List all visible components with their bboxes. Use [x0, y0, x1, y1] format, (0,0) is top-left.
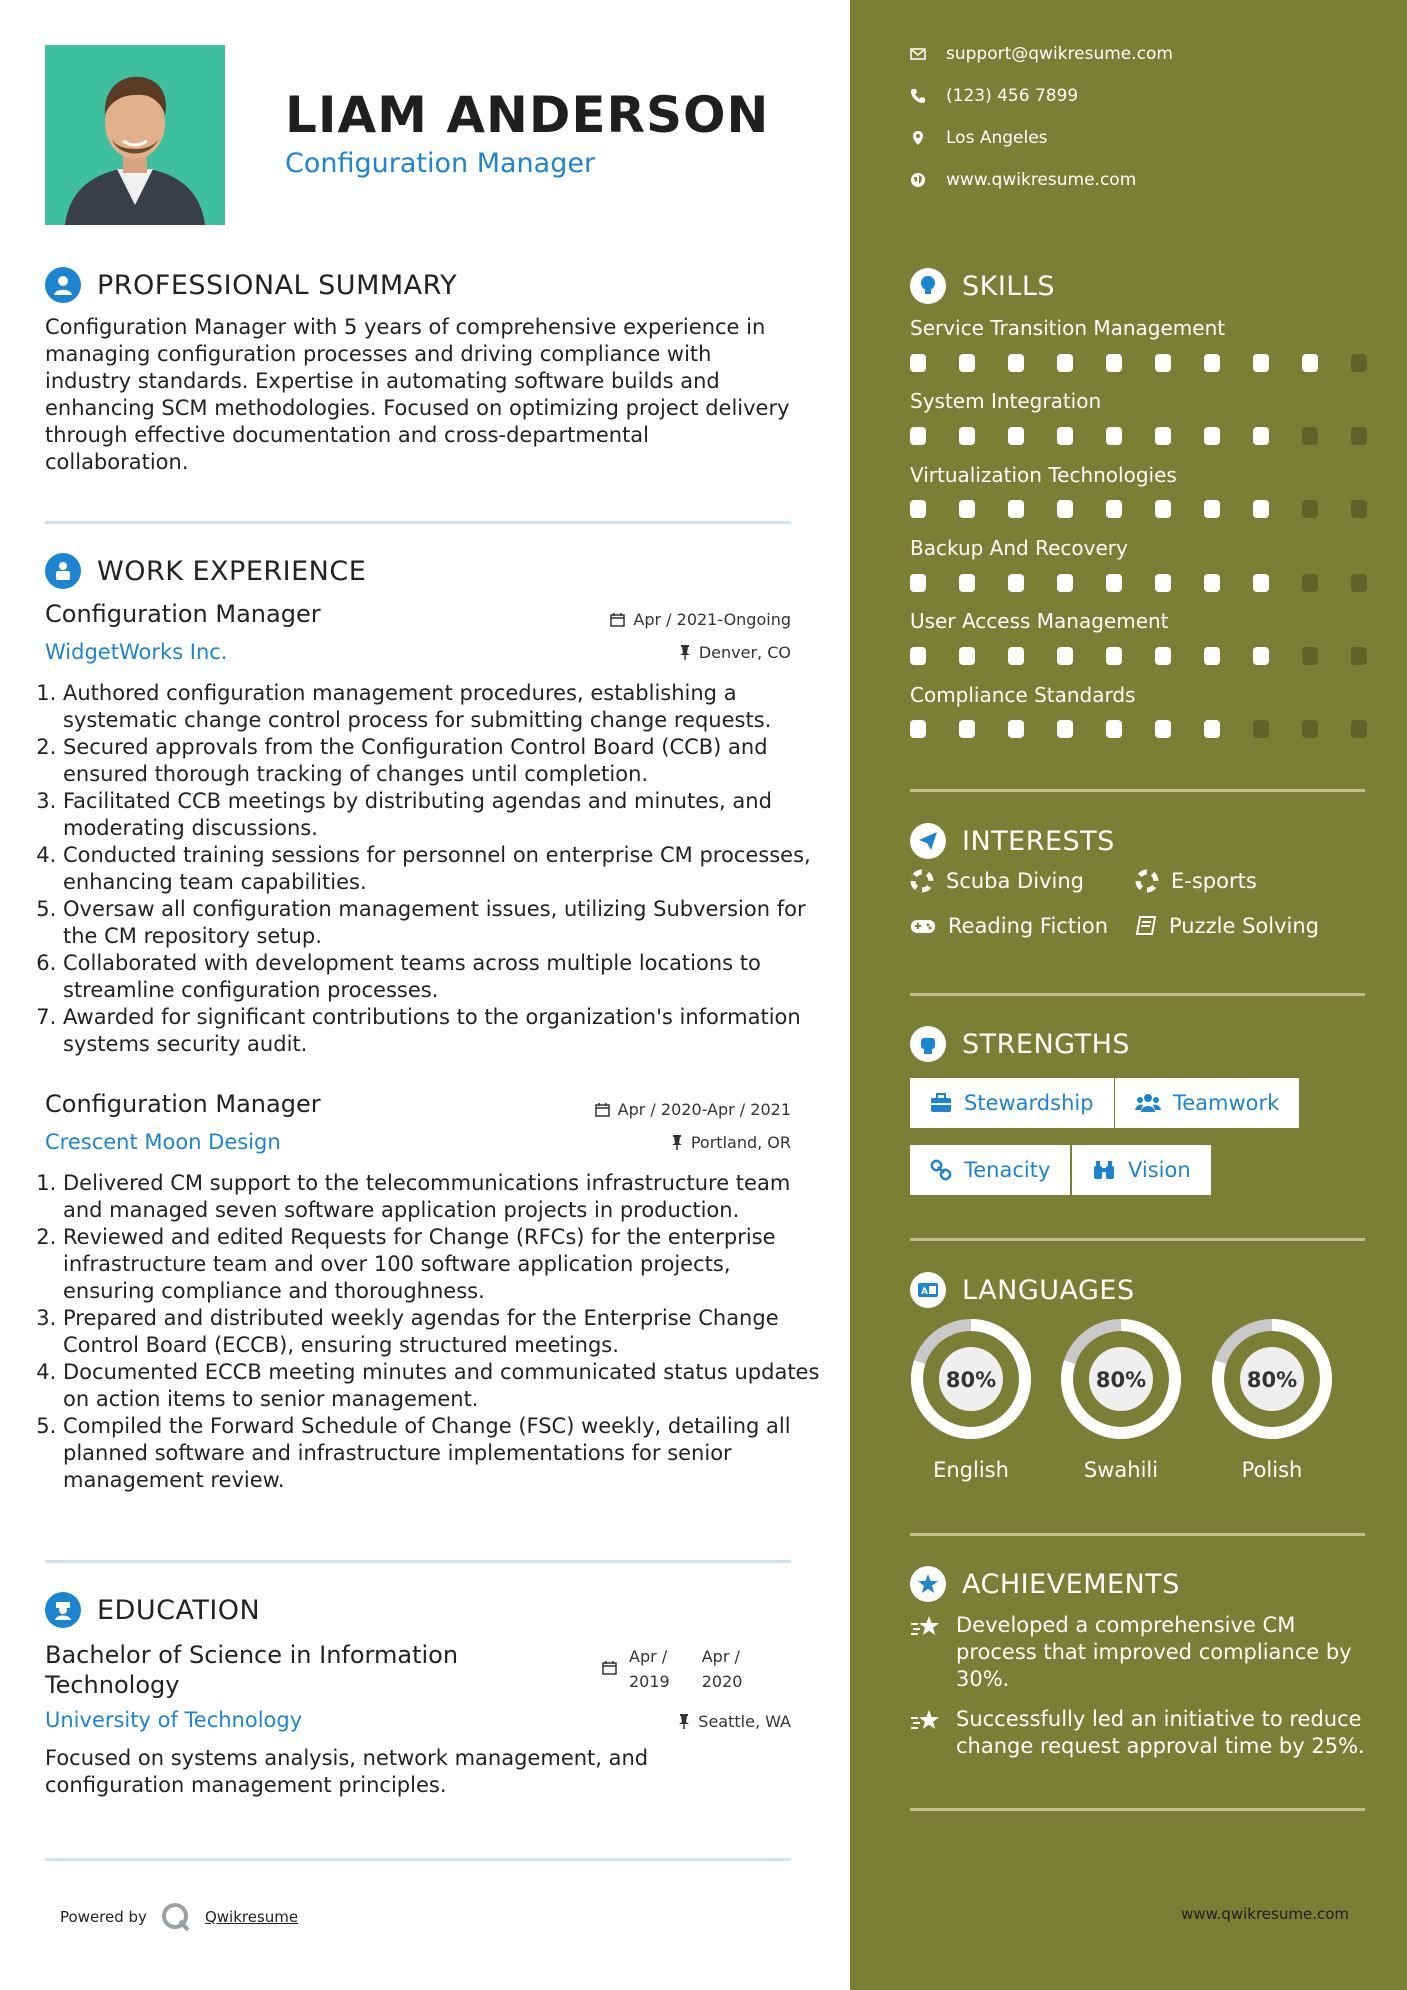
strengths-heading: [910, 1026, 1130, 1062]
skill-dot-empty: [1351, 427, 1367, 445]
skill-name: System Integration: [910, 389, 1102, 413]
divider: [910, 1533, 1365, 1536]
summary-heading: [45, 267, 457, 303]
degree-line: Bachelor of Science in Information: [45, 1641, 459, 1669]
map-marker-icon: [910, 130, 926, 146]
summary-title: PROFESSIONAL SUMMARY: [97, 269, 458, 301]
lightbulb-icon: [910, 268, 946, 304]
language-name: Swahili: [1083, 1458, 1159, 1482]
skill-dot-filled: [1204, 574, 1220, 592]
skill-dot-filled: [1204, 720, 1220, 738]
strengths-title: STRENGTHS: [962, 1028, 1131, 1060]
languages-heading: [910, 1272, 1135, 1308]
divider: [910, 1808, 1365, 1811]
skill-dot-empty: [1302, 574, 1318, 592]
skill-level: [910, 354, 1367, 372]
job-location-text: Denver, CO: [698, 643, 791, 662]
job-location-text: Portland, OR: [690, 1133, 791, 1152]
degree: [45, 1640, 505, 1700]
contact-website[interactable]: [910, 170, 1136, 190]
job-bullets: [45, 680, 823, 1058]
skill-dot-filled: [959, 574, 975, 592]
strength-badge: [910, 1078, 1114, 1128]
list-item: 3. Facilitated CCB meetings by distributing agendas and minutes, and moderating discussions.: [63, 788, 823, 842]
skill-dot-filled: [910, 500, 926, 518]
skill-dot-filled: [1155, 647, 1171, 665]
strength-label: Vision: [1128, 1158, 1191, 1182]
skill-dot-filled: [910, 647, 926, 665]
email-text: support@qwikresume.com: [946, 44, 1173, 64]
skill-dot-empty: [1351, 500, 1367, 518]
skill-dot-filled: [1253, 354, 1269, 372]
divider: [910, 789, 1365, 792]
skill-dot-filled: [1106, 427, 1122, 445]
skill-dot-filled: [1155, 574, 1171, 592]
skill-dot-empty: [1302, 647, 1318, 665]
skill-dot-filled: [910, 354, 926, 372]
job-dates: [595, 1100, 791, 1119]
skill-dot-filled: [910, 574, 926, 592]
user-icon: [45, 267, 81, 303]
edu-end-year: 2020: [701, 1672, 743, 1691]
skill-dot-filled: [1008, 720, 1024, 738]
interest-label: Reading Fiction: [948, 914, 1109, 938]
calendar-icon: [595, 1102, 610, 1117]
list-item: 5. Compiled the Forward Schedule of Change (FSC) weekly, detailing all planned software and infrastructure implementations for senior management review.: [63, 1413, 823, 1494]
interest-item: [910, 869, 1084, 893]
svg-text:A: A: [921, 1287, 928, 1297]
graduate-icon: [45, 1592, 81, 1628]
strength-label: Tenacity: [964, 1158, 1051, 1182]
language-ring: [1211, 1318, 1333, 1440]
skill-dot-filled: [959, 427, 975, 445]
language-name: English: [933, 1458, 1009, 1482]
skill-name: Compliance Standards: [910, 683, 1136, 707]
skill-dot-filled: [959, 720, 975, 738]
language-item: [910, 1318, 1032, 1482]
skill-dot-filled: [1057, 354, 1073, 372]
language-ring: [1060, 1318, 1182, 1440]
star-icon: [910, 1708, 942, 1736]
skill-dot-filled: [1057, 574, 1073, 592]
achievement-item: [910, 1706, 1370, 1760]
job-dates-text: Apr / 2021-Ongoing: [633, 610, 791, 629]
divider: [45, 1560, 791, 1563]
skill-dot-filled: [1008, 574, 1024, 592]
interest-item: [910, 914, 1108, 938]
link-icon: [930, 1159, 952, 1181]
portrait-image: [45, 45, 225, 225]
job-title: Configuration Manager: [45, 1090, 321, 1118]
calendar-icon: [610, 612, 625, 627]
life-ring-icon: [1135, 869, 1159, 893]
job-dates-text: Apr / 2020-Apr / 2021: [617, 1100, 791, 1119]
star-icon: [910, 1614, 942, 1642]
paper-plane-icon: [910, 823, 946, 859]
strength-badge: [1072, 1145, 1211, 1195]
edu-end: [702, 1644, 743, 1694]
pin-icon: [678, 1714, 690, 1729]
list-item: 7. Awarded for significant contributions to the organization's information systems security audit.: [63, 1004, 823, 1058]
list-item: 1. Delivered CM support to the telecommunications infrastructure team and managed seven software application projects in production.: [63, 1170, 823, 1224]
skill-level: [910, 574, 1367, 592]
powered-label: Powered by: [60, 1908, 147, 1926]
skill-dot-filled: [959, 354, 975, 372]
job-bullets: [45, 1170, 823, 1494]
life-ring-icon: [910, 869, 934, 893]
fist-icon: [910, 1026, 946, 1062]
language-ring: [910, 1318, 1032, 1440]
achievements-heading: [910, 1566, 1180, 1602]
skill-dot-filled: [1008, 500, 1024, 518]
list-item: 6. Collaborated with development teams across multiple locations to streamline configuration processes.: [63, 950, 823, 1004]
skill-name: Backup And Recovery: [910, 536, 1128, 560]
experience-title: WORK EXPERIENCE: [97, 555, 367, 587]
list-item: 1. Authored configuration management procedures, establishing a systematic change control process for submitting change requests.: [63, 680, 823, 734]
job-dates: [610, 610, 791, 629]
skill-dot-filled: [1057, 427, 1073, 445]
skill-dot-filled: [1204, 500, 1220, 518]
interests-title: INTERESTS: [962, 825, 1115, 857]
calendar-icon: [602, 1660, 617, 1675]
skill-dot-filled: [1106, 574, 1122, 592]
job-company: Crescent Moon Design: [45, 1130, 281, 1154]
divider: [910, 993, 1365, 996]
skill-dot-filled: [1057, 500, 1073, 518]
location-text: Los Angeles: [946, 128, 1048, 148]
divider: [45, 521, 791, 524]
footer-website[interactable]: www.qwikresume.com: [1181, 1905, 1349, 1923]
skill-dot-filled: [959, 647, 975, 665]
pin-icon: [671, 1135, 683, 1150]
skill-name: Service Transition Management: [910, 316, 1226, 340]
interest-item: [1135, 914, 1319, 938]
list-item: 2. Secured approvals from the Configuration Control Board (CCB) and ensured thorough tracking of changes until completion.: [63, 734, 823, 788]
edu-start-month: Apr /: [629, 1647, 668, 1666]
interest-label: E-sports: [1171, 869, 1257, 893]
list-item: 3. Prepared and distributed weekly agendas for the Enterprise Change Control Board (ECCB), ensuring structured meetings.: [63, 1305, 823, 1359]
divider: [45, 1858, 791, 1861]
education-location: [678, 1712, 791, 1731]
gamepad-icon: [910, 916, 936, 936]
website-text: www.qwikresume.com: [946, 170, 1137, 190]
skill-dot-filled: [1155, 354, 1171, 372]
edu-start-year: 2019: [629, 1672, 670, 1691]
strength-badge: [910, 1145, 1070, 1195]
education-title: EDUCATION: [97, 1594, 261, 1626]
phone-text: (123) 456 7899: [946, 86, 1079, 106]
achievement-text: Developed a comprehensive CM process that improved compliance by 30%.: [956, 1613, 1352, 1691]
skills-title: SKILLS: [962, 270, 1056, 302]
achievement-text: Successfully led an initiative to reduce change request approval time by 25%.: [956, 1707, 1365, 1758]
education-dates: [602, 1644, 742, 1694]
list-item: 4. Conducted training sessions for personnel on enterprise CM processes, enhancing team capabilities.: [63, 842, 823, 896]
skill-dot-empty: [1351, 574, 1367, 592]
job-location: [679, 643, 791, 662]
globe-icon: [910, 172, 926, 188]
skill-dot-empty: [1302, 500, 1318, 518]
languages-title: LANGUAGES: [962, 1274, 1135, 1306]
language-percent: 80%: [945, 1368, 997, 1392]
list-item: 4. Documented ECCB meeting minutes and communicated status updates on action items to senior management.: [63, 1359, 823, 1413]
powered-by: [60, 1902, 298, 1932]
contact-phone[interactable]: [910, 86, 1078, 106]
skill-dot-filled: [1106, 720, 1122, 738]
job-title: Configuration Manager: [45, 600, 321, 628]
star-badge-icon: [910, 1566, 946, 1602]
interest-label: Scuba Diving: [946, 869, 1084, 893]
skill-dot-filled: [910, 720, 926, 738]
education-heading: [45, 1592, 260, 1628]
skill-dot-filled: [1106, 647, 1122, 665]
qwikresume-link[interactable]: Qwikresume: [204, 1908, 299, 1926]
degree-line: Technology: [45, 1671, 180, 1699]
skill-dot-empty: [1351, 720, 1367, 738]
users-icon: [1135, 1093, 1161, 1113]
language-icon: [910, 1272, 946, 1308]
skill-dot-filled: [1008, 427, 1024, 445]
sidebar: [850, 0, 1407, 1990]
candidate-title: Configuration Manager: [285, 148, 596, 179]
envelope-icon: [910, 46, 926, 62]
skill-dot-empty: [1302, 720, 1318, 738]
edu-start: [629, 1644, 670, 1694]
pin-icon: [679, 645, 691, 660]
skill-dot-filled: [1155, 500, 1171, 518]
skill-dot-filled: [1155, 720, 1171, 738]
phone-icon: [910, 88, 926, 104]
skill-dot-filled: [1106, 500, 1122, 518]
language-percent: 80%: [1246, 1368, 1298, 1392]
skill-dot-filled: [1253, 574, 1269, 592]
interest-label: Puzzle Solving: [1169, 914, 1319, 938]
skill-dot-empty: [1302, 427, 1318, 445]
job-company: WidgetWorks Inc.: [45, 640, 228, 664]
strength-label: Teamwork: [1173, 1091, 1280, 1115]
language-item: [1060, 1318, 1182, 1482]
skill-dot-filled: [1253, 427, 1269, 445]
strength-label: Stewardship: [964, 1091, 1094, 1115]
skill-dot-filled: [1057, 720, 1073, 738]
experience-heading: [45, 553, 366, 589]
list-item: 2. Reviewed and edited Requests for Change (RFCs) for the enterprise infrastructure team and over 100 software application projects, ensuring compliance and thoroughness.: [63, 1224, 823, 1305]
briefcase-user-icon: [45, 553, 81, 589]
edu-end-month: Apr /: [701, 1647, 740, 1666]
skill-dot-filled: [1204, 647, 1220, 665]
interests-heading: [910, 823, 1115, 859]
avatar: [45, 45, 225, 225]
skill-dot-filled: [1008, 354, 1024, 372]
achievement-item: [910, 1612, 1370, 1693]
education-text: Focused on systems analysis, network management, and configuration management principles.: [45, 1746, 649, 1797]
skill-dot-filled: [1155, 427, 1171, 445]
skill-dot-filled: [1302, 354, 1318, 372]
skill-level: [910, 647, 1367, 665]
achievements-title: ACHIEVEMENTS: [962, 1568, 1180, 1600]
language-name: Polish: [1241, 1458, 1303, 1482]
binoculars-icon: [1092, 1160, 1116, 1180]
skill-dot-filled: [1106, 354, 1122, 372]
briefcase-icon: [930, 1093, 952, 1113]
skill-dot-empty: [1253, 720, 1269, 738]
school: University of Technology: [45, 1708, 303, 1732]
skill-dot-filled: [1008, 647, 1024, 665]
skill-dot-filled: [910, 427, 926, 445]
divider: [910, 1238, 1365, 1241]
skill-dot-filled: [1253, 647, 1269, 665]
skill-dot-filled: [1057, 647, 1073, 665]
skill-name: Virtualization Technologies: [910, 463, 1177, 487]
skill-level: [910, 720, 1367, 738]
strength-badge: [1115, 1078, 1299, 1128]
summary-text: Configuration Manager with 5 years of comprehensive experience in managing configuration processes and driving compliance with industry standards. Expertise in automating software builds and enhancing SCM methodologies. Focused on optimizing project delivery through effective documentation and cross-departmental collaboration.: [45, 315, 790, 474]
skills-heading: [910, 268, 1055, 304]
qwikresume-logo-icon: [161, 1902, 191, 1932]
language-percent: 80%: [1095, 1368, 1147, 1392]
candidate-name: LIAM ANDERSON: [285, 86, 770, 144]
list-item: 5. Oversaw all configuration management issues, utilizing Subversion for the CM repository setup.: [63, 896, 823, 950]
skill-dot-filled: [1204, 427, 1220, 445]
interest-item: [1135, 869, 1257, 893]
job-location: [671, 1133, 791, 1152]
skill-name: User Access Management: [910, 609, 1169, 633]
contact-email[interactable]: [910, 44, 1173, 64]
skill-level: [910, 427, 1367, 445]
skill-dot-empty: [1351, 354, 1367, 372]
contact-location: [910, 128, 1048, 148]
skill-dot-empty: [1351, 647, 1367, 665]
skill-dot-filled: [959, 500, 975, 518]
skill-level: [910, 500, 1367, 518]
education-location-text: Seattle, WA: [698, 1712, 791, 1731]
book-icon: [1135, 915, 1157, 937]
skill-dot-filled: [1253, 500, 1269, 518]
skill-dot-filled: [1204, 354, 1220, 372]
language-item: [1211, 1318, 1333, 1482]
